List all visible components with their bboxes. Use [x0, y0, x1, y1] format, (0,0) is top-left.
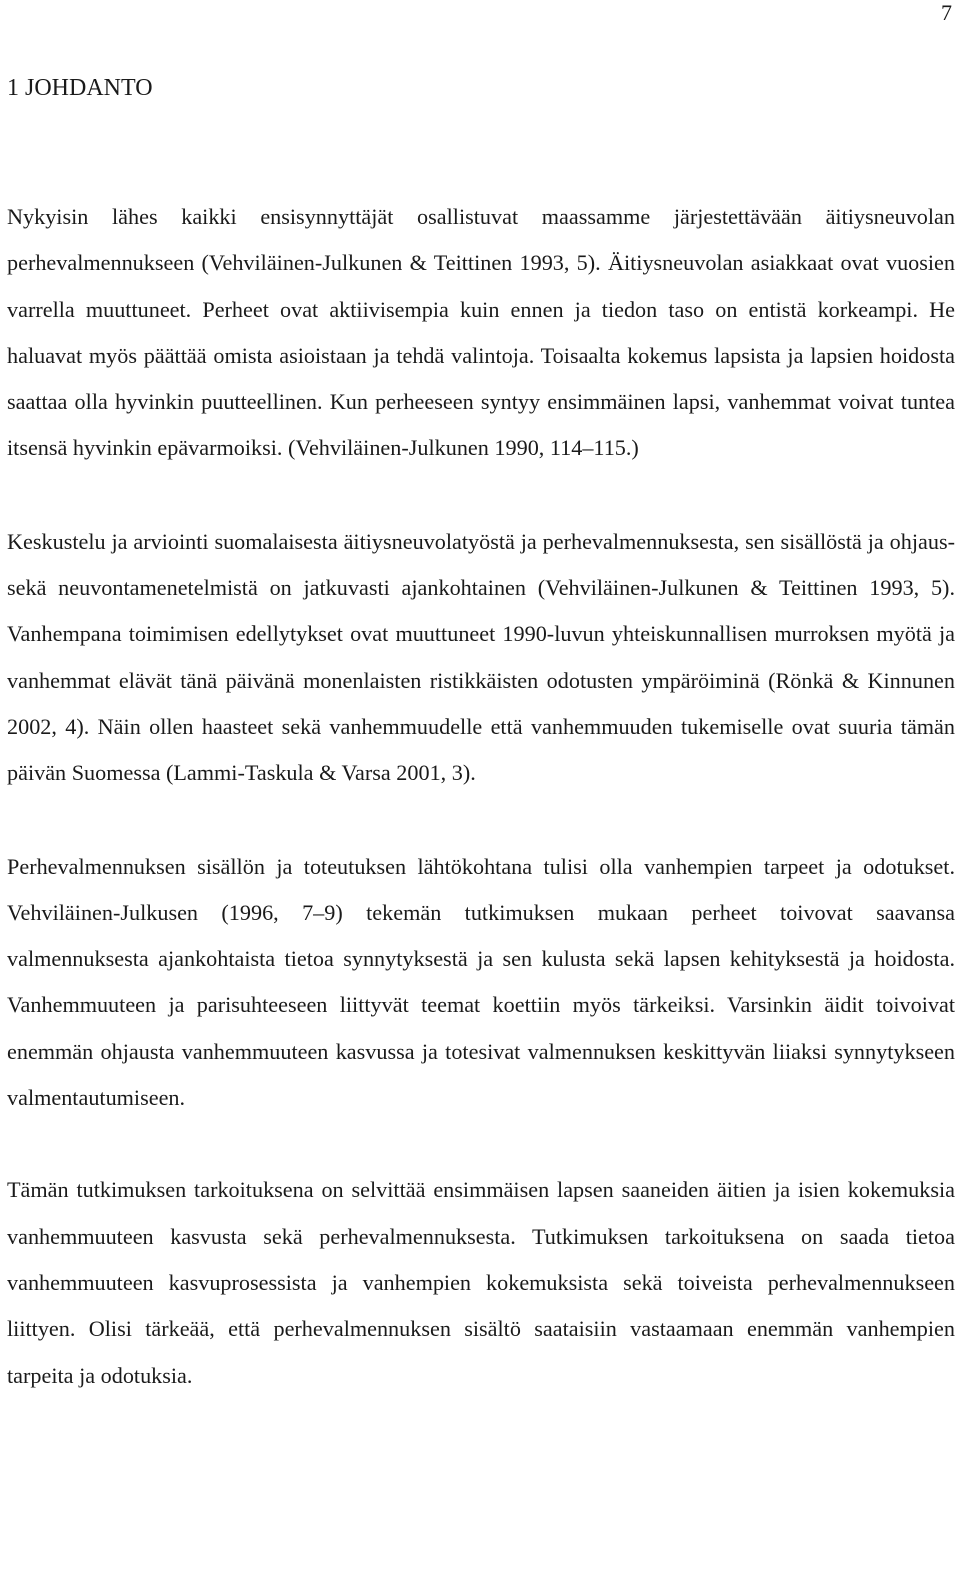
paragraph-4: Tämän tutkimuksen tarkoituksena on selvittää ensimmäisen lapsen saaneiden äitien ja isien kokemuksia vanhemmuuteen kasvusta sekä perhevalmennuksesta. Tutkimuksen tarkoituksena on saada tietoa vanhemmuuteen kasvuprosessista ja vanhempien kokemuksista sekä toiveista perhevalmennukseen liittyen. Olisi tärkeää, että perhevalmennuksen sisältö saataisiin vastaamaan enemmän vanhempien tarpeita ja odotuksia. [7, 1177, 955, 1388]
body-text [7, 194, 955, 1445]
paragraph-3: Perhevalmennuksen sisällön ja toteutuksen lähtökohtana tulisi olla vanhempien tarpeet ja odotukset. Vehviläinen-Julkusen (1996, 7–9) tekemän tutkimuksen mukaan perheet toivovat saavansa valmennuksesta ajankohtaista tietoa synnytyksestä ja sen kulusta sekä lapsen kehityksestä ja hoidosta. Vanhemmuuteen ja parisuhteeseen liittyvät teemat koettiin myös tärkeiksi. Varsinkin äidit toivoivat enemmän ohjausta vanhemmuuteen kasvussa ja totesivat valmennuksen keskittyvän liiaksi synnytykseen valmentautumiseen. [7, 853, 955, 1111]
page-number: 7 [941, 0, 952, 25]
paragraph-1: Nykyisin lähes kaikki ensisynnyttäjät osallistuvat maassamme järjestettävään äitiysneuvolan perhevalmennukseen (Vehviläinen-Julkunen & Teittinen 1993, 5). Äitiysneuvolan asiakkaat ovat vuosien varrella muuttuneet. Perheet ovat aktiivisempia kuin ennen ja tiedon taso on entistä korkeampi. He haluavat myös päättää omista asioistaan ja tehdä valintoja. Toisaalta kokemus lapsista ja lapsien hoidosta saattaa olla hyvinkin puutteellinen. Kun perheeseen syntyy ensimmäinen lapsi, vanhemmat voivat tuntea itsensä hyvinkin epävarmoiksi. (Vehviläinen-Julkunen 1990, 114–115.) [7, 204, 955, 461]
paragraph-2: Keskustelu ja arviointi suomalaisesta äitiysneuvolatyöstä ja perhevalmennuksesta, sen sisällöstä ja ohjaus- sekä neuvontamenetelmistä on jatkuvasti ajankohtainen (Vehviläinen-Julkunen & Teittinen 1993, 5). Vanhempana toimimisen edellytykset ovat muuttuneet 1990-luvun yhteiskunnallisen murroksen myötä ja vanhemmat elävät tänä päivänä monenlaisten ristikkäisten odotusten ympäröiminä (Rönkä & Kinnunen 2002, 4). Näin ollen haasteet sekä vanhemmuudelle että vanhemmuuden tukemiselle ovat suuria tämän päivän Suomessa (Lammi-Taskula & Varsa 2001, 3). [7, 528, 955, 786]
chapter-heading: 1 JOHDANTO [7, 75, 153, 101]
